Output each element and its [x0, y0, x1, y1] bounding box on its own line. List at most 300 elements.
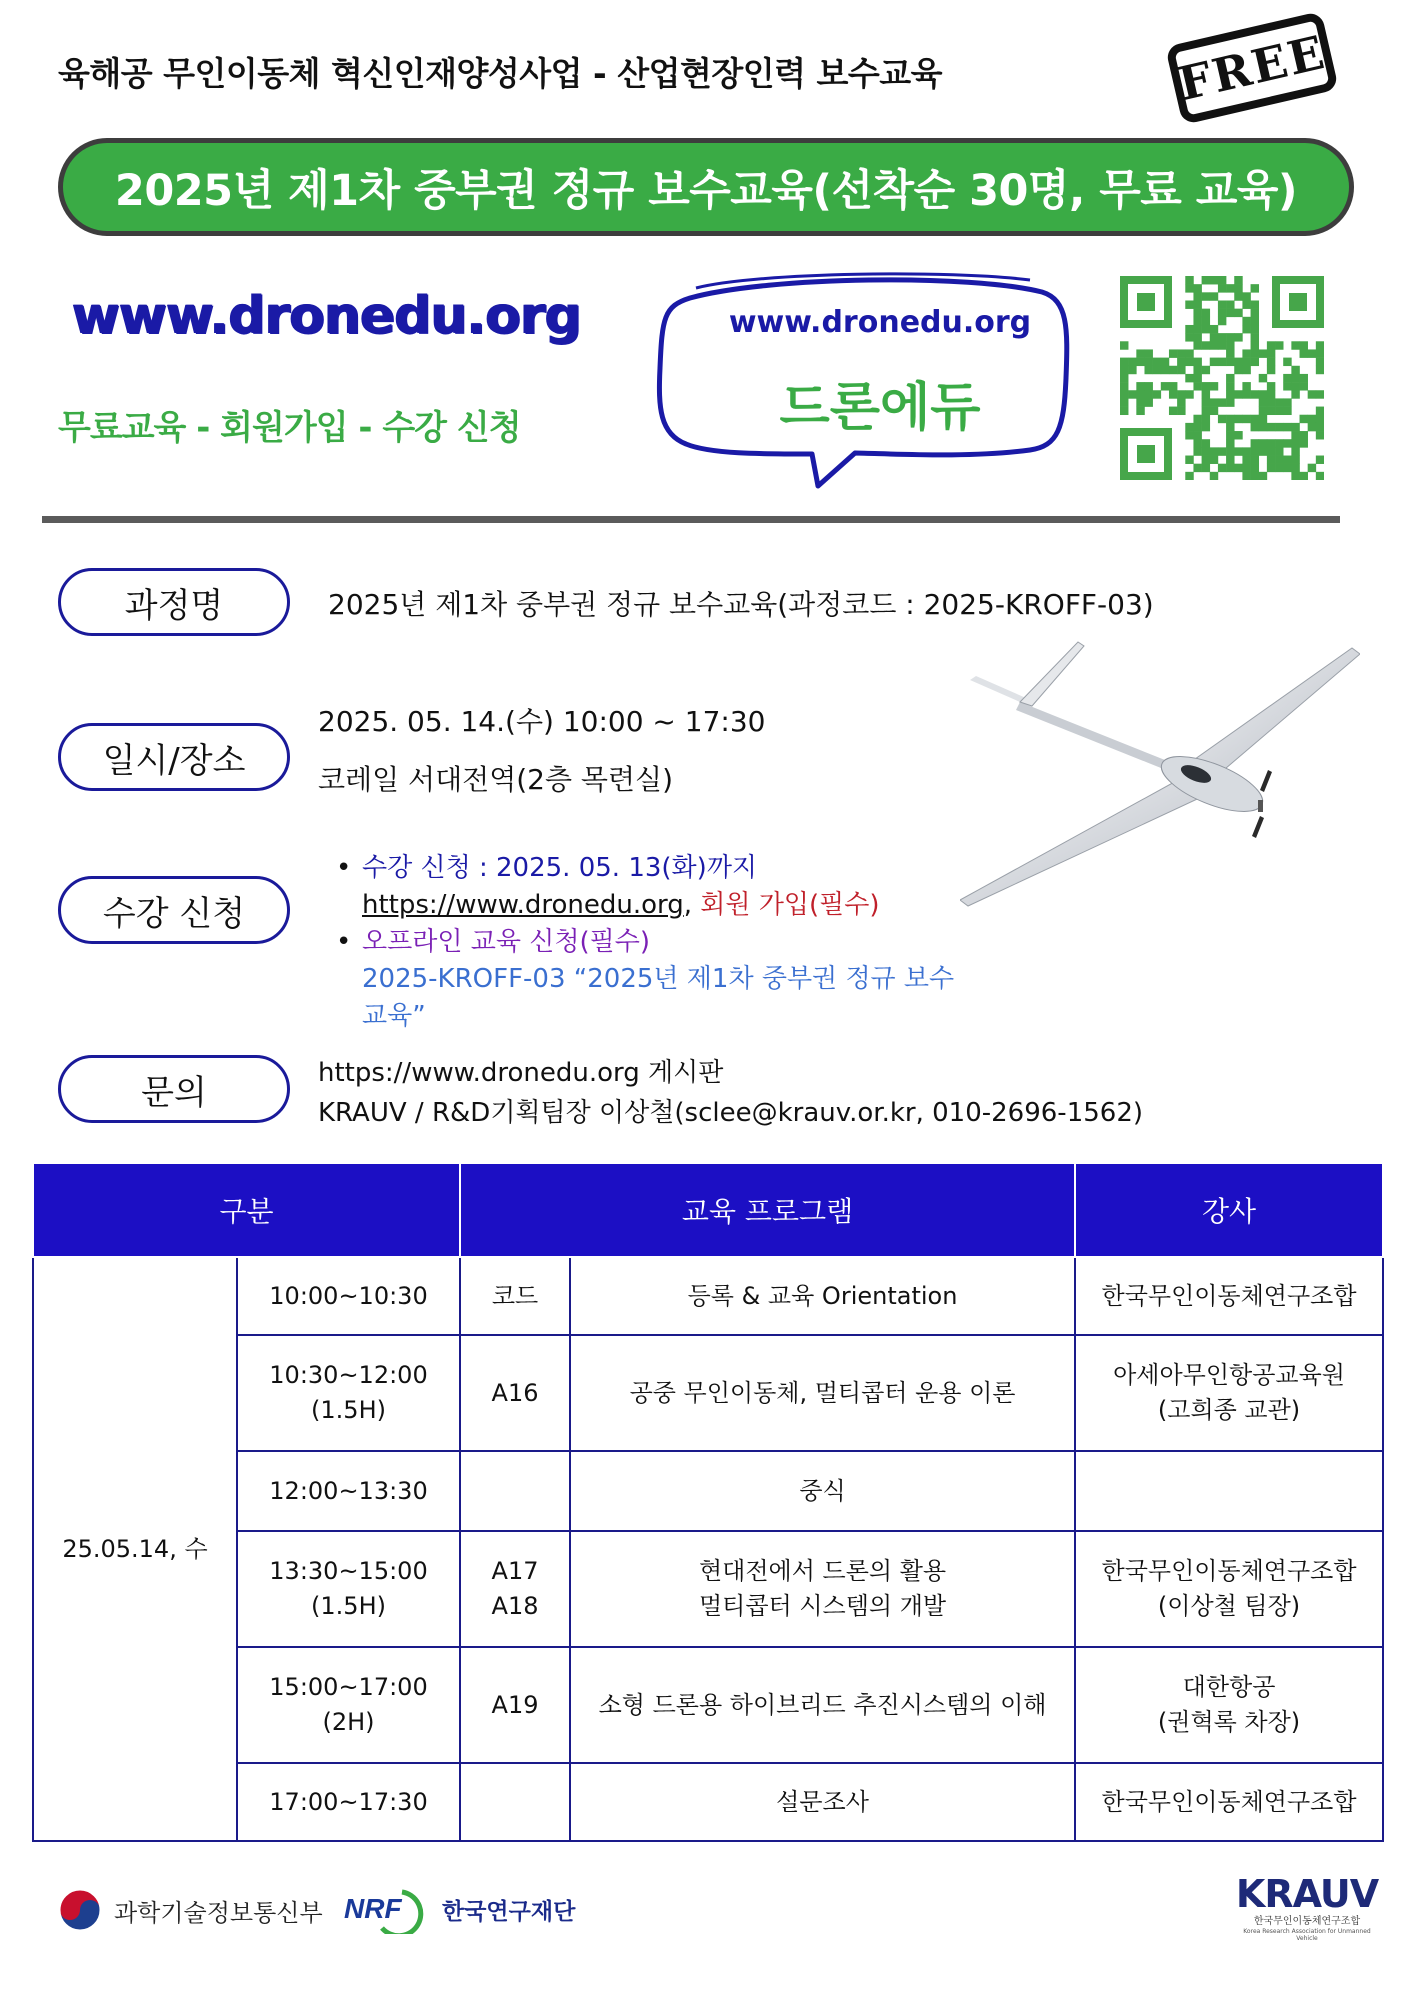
label-course-name: 과정명: [58, 568, 290, 636]
label-contact: 문의: [58, 1055, 290, 1123]
qr-module: [1185, 349, 1193, 357]
qr-module: [1193, 423, 1201, 431]
qr-module: [1185, 472, 1193, 480]
qr-module: [1316, 456, 1324, 464]
krauv-logo-icon: [1232, 1872, 1382, 1942]
qr-module: [1210, 292, 1218, 300]
qr-module: [1226, 300, 1234, 308]
qr-module: [1120, 341, 1128, 349]
qr-module: [1169, 366, 1177, 374]
qr-module: [1226, 456, 1234, 464]
qr-module: [1218, 284, 1226, 292]
qr-module: [1153, 390, 1161, 398]
qr-module: [1234, 366, 1242, 374]
qr-module: [1169, 349, 1177, 357]
qr-module: [1251, 472, 1259, 480]
row-instructor: 한국무인이동체연구조합: [1075, 1257, 1383, 1335]
qr-module: [1251, 284, 1259, 292]
qr-module: [1193, 317, 1201, 325]
bubble-url[interactable]: www.dronedu.org: [728, 305, 1032, 340]
qr-module: [1210, 325, 1218, 333]
qr-module: [1193, 358, 1201, 366]
qr-module: [1202, 447, 1210, 455]
qr-module: [1316, 366, 1324, 374]
qr-module: [1136, 398, 1144, 406]
qr-module: [1226, 358, 1234, 366]
qr-module: [1161, 358, 1169, 366]
qr-module: [1193, 333, 1201, 341]
qr-module: [1210, 407, 1218, 415]
page-top-title: 육해공 무인이동체 혁신인재양성사업 - 산업현장인력 보수교육: [58, 54, 942, 93]
qr-module: [1242, 366, 1250, 374]
qr-module: [1120, 374, 1128, 382]
qr-module: [1242, 447, 1250, 455]
qr-module: [1251, 300, 1259, 308]
qr-module: [1226, 415, 1234, 423]
qr-module: [1242, 472, 1250, 480]
qr-module: [1226, 398, 1234, 406]
qr-module: [1144, 390, 1152, 398]
qr-module: [1291, 456, 1299, 464]
qr-module: [1259, 447, 1267, 455]
header-category: 구분: [33, 1163, 460, 1257]
nrf-logo-icon: [342, 1884, 434, 1934]
qr-module: [1291, 390, 1299, 398]
qr-module: [1275, 464, 1283, 472]
qr-module: [1291, 366, 1299, 374]
qr-module: [1267, 358, 1275, 366]
label-apply: 수강 신청: [58, 876, 290, 944]
qr-module: [1169, 390, 1177, 398]
qr-module: [1259, 423, 1267, 431]
qr-module: [1300, 431, 1308, 439]
qr-module: [1177, 407, 1185, 415]
qr-module: [1144, 358, 1152, 366]
krauv-korean-name: 한국무인이동체연구조합: [1253, 1916, 1361, 1927]
row-code: [460, 1763, 570, 1841]
qr-module: [1234, 333, 1242, 341]
qr-module: [1259, 472, 1267, 480]
qr-module: [1120, 358, 1128, 366]
qr-module: [1291, 447, 1299, 455]
qr-module: [1210, 341, 1218, 349]
qr-module: [1153, 366, 1161, 374]
header-program: 교육 프로그램: [460, 1163, 1075, 1257]
qr-module: [1177, 390, 1185, 398]
qr-module: [1275, 341, 1283, 349]
row-time: 13:30~15:00 (1.5H): [237, 1531, 460, 1647]
bullet: •: [336, 853, 352, 883]
qr-module: [1267, 456, 1275, 464]
qr-module: [1202, 309, 1210, 317]
qr-module: [1169, 407, 1177, 415]
taegeuk-logo-icon: [58, 1888, 102, 1932]
qr-module: [1300, 349, 1308, 357]
qr-module: [1202, 341, 1210, 349]
qr-module: [1193, 415, 1201, 423]
qr-module: [1267, 447, 1275, 455]
qr-module: [1316, 407, 1324, 415]
row-program: 공중 무인이동체, 멀티콥터 운용 이론: [570, 1335, 1075, 1451]
qr-module: [1144, 366, 1152, 374]
qr-module: [1242, 382, 1250, 390]
qr-module: [1234, 309, 1242, 317]
qr-module: [1185, 333, 1193, 341]
qr-module: [1251, 325, 1259, 333]
qr-module: [1275, 439, 1283, 447]
qr-module: [1136, 390, 1144, 398]
qr-module: [1218, 309, 1226, 317]
qr-module: [1308, 390, 1316, 398]
qr-module: [1234, 292, 1242, 300]
qr-module: [1242, 415, 1250, 423]
msit-logo: [58, 1888, 323, 1932]
contact-line-1: https://www.dronedu.org 게시판: [318, 1058, 724, 1088]
qr-module: [1283, 456, 1291, 464]
schedule-date: 25.05.14, 수: [33, 1257, 237, 1841]
qr-module: [1202, 439, 1210, 447]
qr-module: [1259, 415, 1267, 423]
qr-module: [1218, 317, 1226, 325]
qr-module: [1234, 358, 1242, 366]
qr-module: [1275, 456, 1283, 464]
qr-module: [1202, 415, 1210, 423]
qr-module: [1275, 407, 1283, 415]
qr-module: [1128, 390, 1136, 398]
qr-module: [1218, 341, 1226, 349]
qr-module: [1283, 423, 1291, 431]
qr-module: [1242, 390, 1250, 398]
qr-module: [1267, 349, 1275, 357]
row-program: 등록 & 교육 Orientation: [570, 1257, 1075, 1335]
qr-module: [1316, 349, 1324, 357]
qr-module: [1193, 374, 1201, 382]
qr-module: [1251, 317, 1259, 325]
qr-module: [1291, 472, 1299, 480]
qr-module: [1267, 407, 1275, 415]
qr-module: [1242, 300, 1250, 308]
qr-module: [1185, 284, 1193, 292]
nrf-logo: [342, 1884, 575, 1934]
qr-module: [1120, 407, 1128, 415]
qr-module: [1193, 447, 1201, 455]
qr-module: [1316, 415, 1324, 423]
apply-sep: ,: [683, 890, 701, 920]
qr-module: [1300, 472, 1308, 480]
qr-module: [1210, 382, 1218, 390]
qr-module: [1202, 366, 1210, 374]
qr-module: [1300, 439, 1308, 447]
qr-module: [1283, 407, 1291, 415]
contact-line-2: KRAUV / R&D기획팀장 이상철(sclee@krauv.or.kr, 010-2696-1562): [318, 1098, 1143, 1128]
qr-module: [1226, 309, 1234, 317]
qr-module: [1283, 358, 1291, 366]
drone-image: [960, 640, 1360, 910]
qr-module: [1202, 423, 1210, 431]
qr-module: [1185, 431, 1193, 439]
apply-signup-note: 회원 가입(필수): [700, 890, 880, 920]
qr-module: [1251, 439, 1259, 447]
qr-module: [1234, 431, 1242, 439]
qr-module: [1210, 447, 1218, 455]
qr-module: [1136, 349, 1144, 357]
qr-module: [1120, 382, 1128, 390]
qr-module: [1226, 333, 1234, 341]
schedule-table: [32, 1162, 1384, 1842]
qr-module: [1177, 349, 1185, 357]
qr-module: [1283, 374, 1291, 382]
qr-module: [1251, 456, 1259, 464]
qr-module: [1259, 374, 1267, 382]
qr-module: [1291, 464, 1299, 472]
qr-module: [1234, 390, 1242, 398]
row-instructor: 한국무인이동체연구조합: [1075, 1763, 1383, 1841]
table-header-row: [33, 1163, 1383, 1257]
qr-module: [1185, 423, 1193, 431]
apply-item-deadline: [328, 850, 978, 887]
qr-module: [1267, 464, 1275, 472]
free-stamp: FREE: [1165, 11, 1339, 125]
row-code: [460, 1451, 570, 1531]
row-program: 중식: [570, 1451, 1075, 1531]
qr-module: [1202, 398, 1210, 406]
nrf-name: 한국연구재단: [442, 1898, 576, 1925]
apply-deadline: 수강 신청 : 2025. 05. 13(화)까지: [362, 853, 758, 883]
qr-module: [1218, 300, 1226, 308]
qr-module: [1316, 423, 1324, 431]
table-row: [33, 1257, 1383, 1335]
qr-module: [1177, 398, 1185, 406]
qr-module: [1218, 464, 1226, 472]
qr-module: [1259, 407, 1267, 415]
row-time: 12:00~13:30: [237, 1451, 460, 1531]
header-instructor: 강사: [1075, 1163, 1383, 1257]
row-instructor: 아세아무인항공교육원 (고희종 교관): [1075, 1335, 1383, 1451]
qr-module: [1251, 309, 1259, 317]
qr-module: [1226, 439, 1234, 447]
qr-module: [1128, 366, 1136, 374]
row-time: 15:00~17:00 (2H): [237, 1647, 460, 1763]
row-program: 현대전에서 드론의 활용 멀티콥터 시스템의 개발: [570, 1531, 1075, 1647]
krauv-english-name: Korea Research Association for Unmanned Vehicle: [1243, 1928, 1371, 1942]
qr-module: [1283, 439, 1291, 447]
qr-module: [1251, 349, 1259, 357]
qr-module: [1316, 390, 1324, 398]
qr-module: [1185, 325, 1193, 333]
qr-module: [1291, 423, 1299, 431]
qr-module: [1136, 382, 1144, 390]
qr-module: [1300, 415, 1308, 423]
row-code: A19: [460, 1647, 570, 1763]
qr-code-icon[interactable]: [1120, 276, 1324, 480]
apply-list: [328, 850, 978, 1035]
qr-module: [1202, 464, 1210, 472]
qr-module: [1251, 390, 1259, 398]
qr-module: [1202, 317, 1210, 325]
qr-module: [1226, 447, 1234, 455]
qr-module: [1308, 464, 1316, 472]
qr-module: [1193, 382, 1201, 390]
label-datetime: 일시/장소: [58, 723, 290, 791]
qr-module: [1185, 390, 1193, 398]
qr-module: [1193, 341, 1201, 349]
qr-module: [1185, 456, 1193, 464]
qr-module: [1267, 382, 1275, 390]
qr-module: [1316, 358, 1324, 366]
qr-module: [1226, 341, 1234, 349]
qr-module: [1251, 464, 1259, 472]
qr-module: [1291, 431, 1299, 439]
place-value: 코레일 서대전역(2층 목련실): [318, 763, 673, 796]
qr-module: [1259, 398, 1267, 406]
qr-module: [1202, 292, 1210, 300]
row-instructor: 대한항공 (권혁록 차장): [1075, 1647, 1383, 1763]
row-program: 설문조사: [570, 1763, 1075, 1841]
qr-module: [1259, 349, 1267, 357]
qr-module: [1202, 325, 1210, 333]
qr-module: [1144, 398, 1152, 406]
qr-module: [1283, 398, 1291, 406]
qr-module: [1267, 423, 1275, 431]
qr-module: [1291, 439, 1299, 447]
qr-module: [1210, 358, 1218, 366]
qr-module: [1185, 300, 1193, 308]
qr-module: [1185, 374, 1193, 382]
qr-module: [1226, 349, 1234, 357]
qr-module: [1193, 431, 1201, 439]
qr-module: [1210, 472, 1218, 480]
qr-module: [1242, 464, 1250, 472]
qr-module: [1242, 317, 1250, 325]
qr-module: [1251, 447, 1259, 455]
qr-module: [1226, 464, 1234, 472]
qr-module: [1283, 382, 1291, 390]
qr-module: [1161, 382, 1169, 390]
qr-module: [1153, 358, 1161, 366]
apply-item-link: [328, 887, 978, 924]
qr-module: [1226, 431, 1234, 439]
qr-module: [1128, 358, 1136, 366]
qr-module: [1234, 464, 1242, 472]
bubble-brand-name: 드론에듀: [779, 378, 981, 438]
qr-module: [1308, 415, 1316, 423]
qr-module: [1226, 284, 1234, 292]
qr-module: [1218, 358, 1226, 366]
qr-module: [1300, 374, 1308, 382]
apply-item-offline-detail: [328, 961, 978, 1035]
datetime-value: 2025. 05. 14.(수) 10:00 ~ 17:30: [318, 705, 766, 738]
qr-module: [1218, 398, 1226, 406]
qr-module: [1120, 366, 1128, 374]
qr-module: [1242, 456, 1250, 464]
msit-name: 과학기술정보통신부: [114, 1898, 323, 1927]
qr-module: [1316, 431, 1324, 439]
nrf-mark: NRF: [344, 1893, 402, 1924]
apply-offline: 오프라인 교육 신청(필수): [362, 927, 650, 957]
qr-module: [1259, 390, 1267, 398]
qr-module: [1300, 341, 1308, 349]
qr-module: [1185, 358, 1193, 366]
signup-steps: 무료교육 - 회원가입 - 수강 신청: [58, 408, 521, 448]
row-program: 소형 드론용 하이브리드 추진시스템의 이해: [570, 1647, 1075, 1763]
qr-module: [1193, 309, 1201, 317]
qr-module: [1251, 415, 1259, 423]
qr-module: [1267, 366, 1275, 374]
qr-module: [1242, 358, 1250, 366]
qr-module: [1251, 333, 1259, 341]
qr-module: [1120, 398, 1128, 406]
apply-item-offline: [328, 924, 978, 961]
qr-module: [1202, 390, 1210, 398]
qr-module: [1193, 292, 1201, 300]
row-code: A16: [460, 1335, 570, 1451]
row-code: A17 A18: [460, 1531, 570, 1647]
qr-module: [1185, 276, 1193, 284]
qr-module: [1251, 341, 1259, 349]
qr-module: [1226, 390, 1234, 398]
qr-module: [1308, 349, 1316, 357]
qr-module: [1300, 382, 1308, 390]
qr-module: [1210, 456, 1218, 464]
apply-offline-detail: 2025-KROFF-03 “2025년 제1차 중부권 정규 보수교육”: [362, 964, 955, 1031]
qr-module: [1226, 374, 1234, 382]
qr-module: [1144, 349, 1152, 357]
qr-module: [1193, 300, 1201, 308]
qr-module: [1210, 398, 1218, 406]
section-divider: [42, 516, 1340, 523]
qr-module: [1234, 284, 1242, 292]
qr-module: [1120, 390, 1128, 398]
qr-module: [1242, 292, 1250, 300]
qr-module: [1267, 390, 1275, 398]
qr-module: [1144, 382, 1152, 390]
qr-module: [1210, 333, 1218, 341]
row-time: 17:00~17:30: [237, 1763, 460, 1841]
qr-module: [1242, 349, 1250, 357]
qr-module: [1177, 366, 1185, 374]
qr-module: [1193, 366, 1201, 374]
qr-module: [1193, 439, 1201, 447]
qr-module: [1202, 276, 1210, 284]
qr-module: [1193, 464, 1201, 472]
qr-module: [1193, 284, 1201, 292]
qr-module: [1226, 423, 1234, 431]
site-url[interactable]: www.dronedu.org: [72, 286, 582, 346]
qr-module: [1161, 366, 1169, 374]
row-time: 10:30~12:00 (1.5H): [237, 1335, 460, 1451]
row-instructor: 한국무인이동체연구조합 (이상철 팀장): [1075, 1531, 1383, 1647]
qr-module: [1202, 407, 1210, 415]
qr-module: [1234, 447, 1242, 455]
qr-module: [1291, 382, 1299, 390]
qr-module: [1234, 415, 1242, 423]
qr-module: [1275, 447, 1283, 455]
qr-module: [1316, 472, 1324, 480]
qr-module: [1202, 456, 1210, 464]
row-instructor: [1075, 1451, 1383, 1531]
qr-module: [1275, 423, 1283, 431]
qr-module: [1259, 439, 1267, 447]
qr-module: [1177, 358, 1185, 366]
qr-module: [1218, 333, 1226, 341]
qr-module: [1267, 398, 1275, 406]
apply-link[interactable]: https://www.dronedu.org: [362, 890, 684, 920]
row-code: 코드: [460, 1257, 570, 1335]
qr-module: [1291, 374, 1299, 382]
qr-module: [1267, 341, 1275, 349]
qr-module: [1267, 439, 1275, 447]
course-banner: 2025년 제1차 중부권 정규 보수교육(선착순 30명, 무료 교육): [58, 138, 1354, 236]
